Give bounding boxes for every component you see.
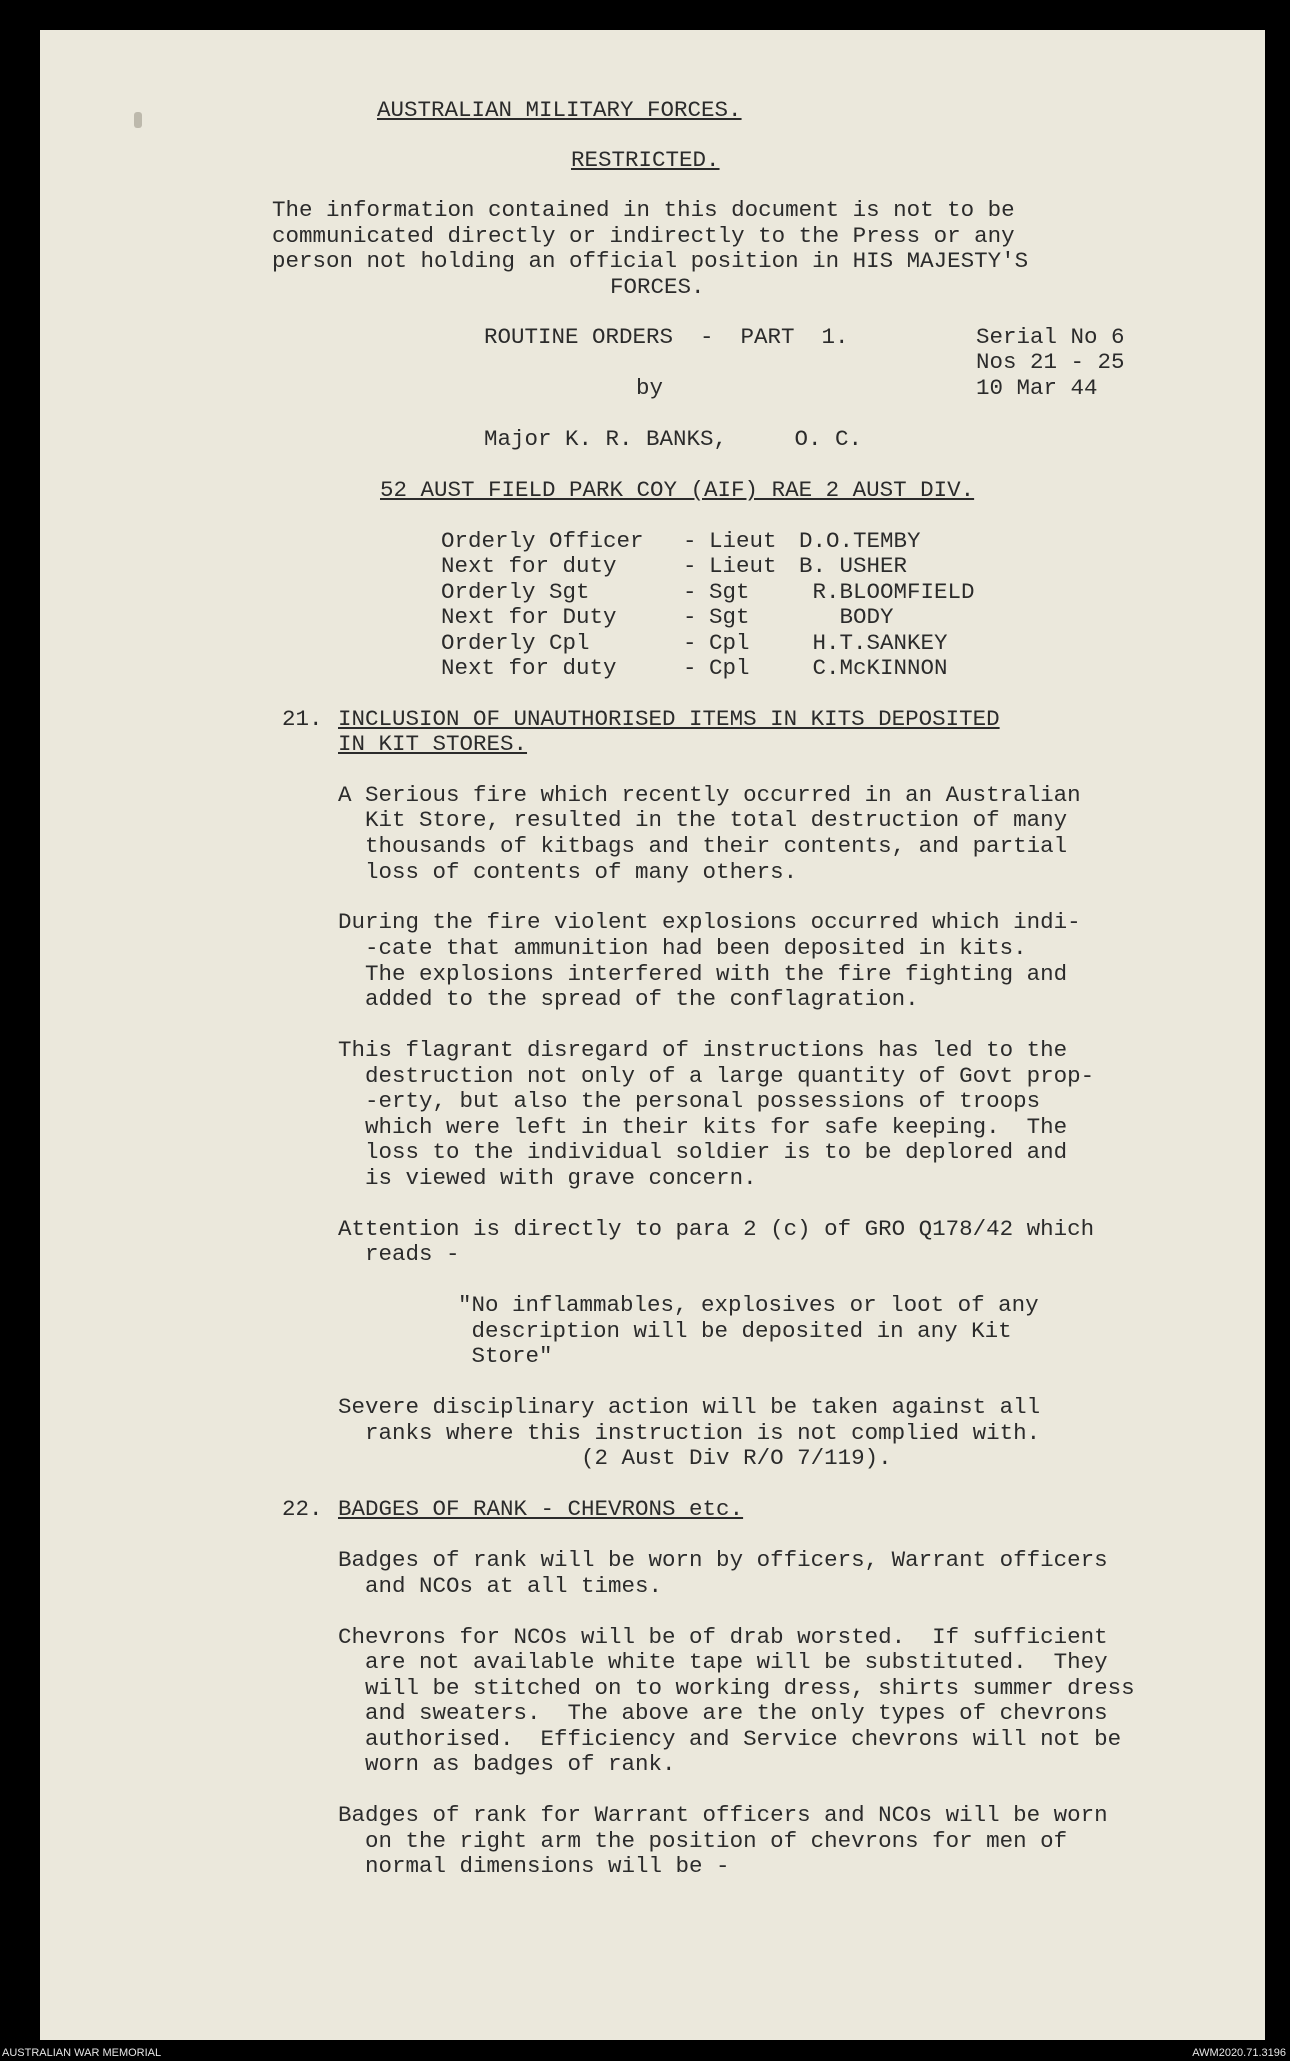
paragraph-line: is viewed with grave concern. [338,1165,757,1191]
paragraph-line: ranks where this instruction is not complied with. [338,1420,1041,1446]
orders-title: ROUTINE ORDERS - PART 1. [484,324,849,350]
classification-heading: RESTRICTED. [571,147,720,173]
roster-rank: Lieut [709,528,777,554]
roster-rank: Cpl [709,655,750,681]
paragraph-line: The explosions interfered with the fire fighting and [338,961,1068,987]
paragraph-line: During the fire violent explosions occurred which indi- [338,909,1081,935]
roster-name: BODY [799,604,894,630]
roster-rank: Sgt [709,579,750,605]
paragraph-line: This flagrant disregard of instructions has led to the [338,1037,1068,1063]
paragraph-line: will be stitched on to working dress, shirts summer dress [338,1675,1135,1701]
paragraph-line: worn as badges of rank. [338,1751,676,1777]
commanding-officer: Major K. R. BANKS, O. C. [484,426,863,452]
paragraph-line: added to the spread of the conflagration. [338,986,919,1012]
paragraph-line: Kit Store, resulted in the total destruction of many [338,807,1068,833]
quote-line: description will be deposited in any Kit [458,1318,1012,1344]
roster-name: R.BLOOMFIELD [799,579,975,605]
notice-line: communicated directly or indirectly to the Press or any [272,223,1015,249]
paragraph-line: A Serious fire which recently occurred in an Australian [338,782,1081,808]
paragraph-line: Attention is directly to para 2 (c) of GRO Q178/42 which [338,1216,1095,1242]
paragraph-line: Chevrons for NCOs will be of drab worsted. If sufficient [338,1624,1108,1650]
roster-name: B. USHER [799,553,908,579]
quote-line: "No inflammables, explosives or loot of any [458,1292,1039,1318]
item-heading: BADGES OF RANK - CHEVRONS etc. [338,1496,744,1522]
paragraph-line: and sweaters. The above are the only types of chevrons [338,1700,1108,1726]
item-heading: INCLUSION OF UNAUTHORISED ITEMS IN KITS DEPOSITED [338,706,1000,732]
roster-dash: - [683,604,697,630]
roster-role: Next for duty [441,655,617,681]
paragraph-line: thousands of kitbags and their contents, and partial [338,833,1068,859]
roster-name: H.T.SANKEY [799,630,948,656]
roster-rank: Cpl [709,630,750,656]
paragraph-line: destruction not only of a large quantity of Govt prop- [338,1063,1095,1089]
paragraph-line: loss to the individual soldier is to be deplored and [338,1139,1068,1165]
roster-role: Orderly Cpl [441,630,590,656]
roster-dash: - [683,630,697,656]
punch-hole [134,112,142,128]
org-heading: AUSTRALIAN MILITARY FORCES. [377,97,742,123]
paragraph-line: loss of contents of many others. [338,859,798,885]
item-heading: IN KIT STORES. [338,731,528,757]
roster-role: Orderly Sgt [441,579,590,605]
notice-line: The information contained in this document is not to be [272,197,1015,223]
paragraph-line: and NCOs at all times. [338,1573,663,1599]
footer-institution: AUSTRALIAN WAR MEMORIAL [2,2047,162,2059]
paragraph-line: reads - [338,1241,460,1267]
item-number: 22. [282,1496,323,1522]
roster-role: Next for duty [441,553,617,579]
roster-role: Orderly Officer [441,528,644,554]
reference-line: (2 Aust Div R/O 7/119). [338,1445,892,1471]
roster-role: Next for Duty [441,604,617,630]
item-number: 21. [282,706,323,732]
roster-dash: - [683,553,697,579]
paragraph-line: Badges of rank will be worn by officers, Warrant officers [338,1547,1108,1573]
serial-nos: Nos 21 - 25 [976,349,1125,375]
roster-dash: - [683,655,697,681]
roster-name: C.McKINNON [799,655,948,681]
paragraph-line: which were left in their kits for safe keeping. The [338,1114,1068,1140]
orders-by: by [636,375,664,401]
paragraph-line: normal dimensions will be - [338,1853,730,1879]
paragraph-line: Badges of rank for Warrant officers and NCOs will be worn [338,1802,1108,1828]
roster-rank: Sgt [709,604,750,630]
serial-no: Serial No 6 [976,324,1125,350]
notice-line: person not holding an official position in HIS MAJESTY'S [272,248,1029,274]
paragraph-line: authorised. Efficiency and Service chevrons will not be [338,1726,1122,1752]
roster-name: D.O.TEMBY [799,528,921,554]
roster-dash: - [683,579,697,605]
roster-dash: - [683,528,697,554]
unit-name: 52 AUST FIELD PARK COY (AIF) RAE 2 AUST DIV. [380,477,975,503]
paragraph-line: Severe disciplinary action will be taken against all [338,1394,1041,1420]
paragraph-line: are not available white tape will be substituted. They [338,1649,1108,1675]
roster-rank: Lieut [709,553,777,579]
footer-accession: AWM2020.71.3196 [1192,2047,1286,2059]
notice-line: FORCES. [610,274,705,300]
paragraph-line: -erty, but also the personal possessions of troops [338,1088,1041,1114]
paragraph-line: on the right arm the position of chevrons for men of [338,1828,1068,1854]
serial-date: 10 Mar 44 [976,375,1098,401]
quote-line: Store" [458,1343,553,1369]
paragraph-line: -cate that ammunition had been deposited in kits. [338,935,1027,961]
